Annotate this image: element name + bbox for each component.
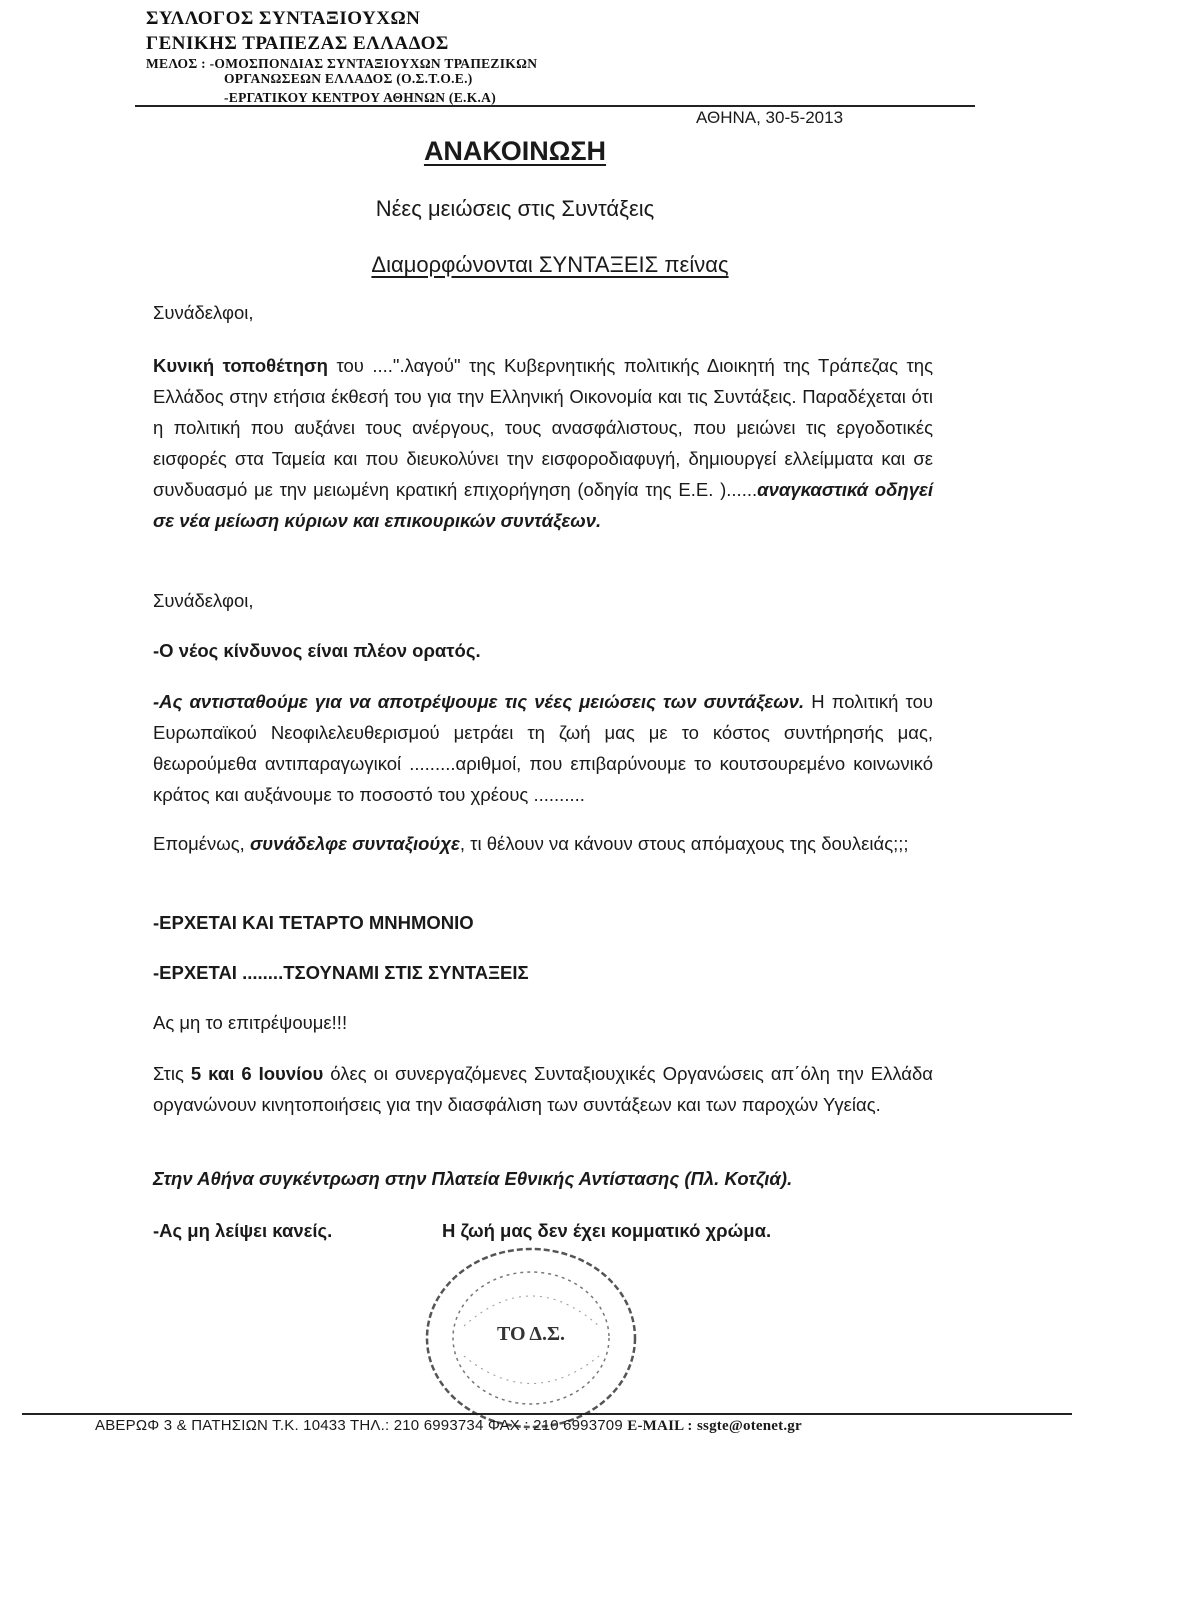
- membership-line2: ΟΡΓΑΝΩΣΕΩΝ ΕΛΛΑΔΟΣ (Ο.Σ.Τ.Ο.Ε.): [224, 71, 473, 86]
- footer-email-label: E-MAIL :: [627, 1418, 693, 1434]
- membership-line1: ΜΕΛΟΣ : -ΟΜΟΣΠΟΝΔΙΑΣ ΣΥΝΤΑΞΙΟΥΧΩΝ ΤΡΑΠΕΖΙΚΩΝ: [146, 56, 538, 71]
- footer-email[interactable]: ssgte@otenet.gr: [697, 1418, 802, 1434]
- paragraph-emphasis: αναγκαστικά οδηγεί σε νέα μείωση κύριων και επικουρικών συντάξεων.: [153, 479, 933, 531]
- closing-right: Η ζωή μας δεν έχει κομματικό χρώμα.: [442, 1220, 772, 1241]
- salutation: Συνάδελφοι,: [153, 590, 254, 611]
- paragraph-question: [153, 828, 933, 859]
- paragraph-text: Επομένως,: [153, 833, 250, 854]
- footer-address: ΑΒΕΡΩΦ 3 & ΠΑΤΗΣΙΩΝ Τ.Κ. 10433 ΤΗΛ.: 210 6993734 ΦΑΧ : 210 6993709: [95, 1417, 623, 1434]
- warning-tsunami: -ΕΡΧΕΤΑΙ ........ΤΣΟΥΝΑΜΙ ΣΤΙΣ ΣΥΝΤΑΞΕΙΣ: [153, 962, 529, 983]
- closing-left: -Ας μη λείψει κανείς.: [153, 1220, 333, 1241]
- paragraph-text: Στις: [153, 1063, 191, 1084]
- paragraph-emphasis: συνάδελφε συνταξιούχε: [249, 833, 460, 854]
- organization-name-line2: ΓΕΝΙΚΗΣ ΤΡΑΠΕΖΑΣ ΕΛΛΑΔΟΣ: [146, 33, 449, 54]
- paragraph-text: Η πολιτική του Ευρωπαϊκού Νεοφιλελευθερισμού μετράει τη ζωή μας με το κόστος συντήρησής μας, θεωρούμεθα αντιπαραγωγικοί .........αριθμοί, που επιβαρύνουμε το κουτσουρεμένο κοινωνικό κράτος και αυξάνουμε το ποσοστό του χρέους ..........: [153, 691, 933, 805]
- letterhead-divider: [135, 105, 975, 107]
- salutation: Συνάδελφοι,: [153, 302, 254, 323]
- document-subtitle: Νέες μειώσεις στις Συντάξεις: [375, 196, 655, 221]
- danger-statement: -Ο νέος κίνδυνος είναι πλέον ορατός.: [153, 640, 481, 661]
- paragraph-text: του ....".λαγού" της Κυβερνητικής πολιτικής Διοικητή της Τράπεζας της Ελλάδος στην ετήσια έκθεσή του για την Ελληνική Οικονομία και τις Συντάξεις. Παραδέχεται ότι η πολιτική που αυξάνει τους ανέργους, τους ανασφάλιστους, που μειώνει τις εργοδοτικές εισφορές στα Ταμεία και που διευκολύνει την εισφοροδιαφυγή, δημιουργεί ελλείμματα και σε συνδυασμό με την μειωμένη κρατική επιχορήγηση (οδηγία της Ε.Ε. )......: [153, 355, 933, 500]
- paragraph-text: όλες οι συνεργαζόμενες Συνταξιουχικές Οργανώσεις απ΄όλη την Ελλάδα οργανώνουν κινητοποιήσεις για την διασφάλιση των συντάξεων και των παροχών Υγείας.: [153, 1063, 933, 1115]
- document-headline: Διαμορφώνονται ΣΥΝΤΑΞΕΙΣ πείνας: [371, 252, 729, 277]
- rally-location: Στην Αθήνα συγκέντρωση στην Πλατεία Εθνικής Αντίστασης (Πλ. Κοτζιά).: [153, 1168, 793, 1189]
- paragraph-text: , τι θέλουν να κάνουν στους απόμαχους της δουλειάς;;;: [459, 833, 909, 854]
- footer-contact: [95, 1417, 802, 1435]
- paragraph-lead: Κυνική τοποθέτηση: [153, 355, 328, 376]
- document-date: ΑΘΗΝΑ, 30-5-2013: [696, 108, 844, 127]
- membership-line3: -ΕΡΓΑΤΙΚΟΥ ΚΕΝΤΡΟΥ ΑΘΗΝΩΝ (Ε.Κ.Α): [224, 90, 497, 105]
- stamp-text: ΤΟ Δ.Σ.: [496, 1323, 566, 1345]
- paragraph-governor-report: [153, 350, 933, 536]
- call-to-action: Ας μη το επιτρέψουμε!!!: [153, 1012, 348, 1033]
- document-title: ΑΝΑΚΟΙΝΩΣΗ: [423, 136, 607, 166]
- warning-memorandum: -ΕΡΧΕΤΑΙ ΚΑΙ ΤΕΤΑΡΤΟ ΜΝΗΜΟΝΙΟ: [153, 912, 474, 933]
- footer-divider: [22, 1413, 1072, 1415]
- paragraph-mobilization: [153, 1058, 933, 1120]
- organization-name-line1: ΣΥΛΛΟΓΟΣ ΣΥΝΤΑΞΙΟΥΧΩΝ: [146, 8, 421, 29]
- paragraph-lead: -Ας αντισταθούμε για να αποτρέψουμε τις νέες μειώσεις των συντάξεων.: [153, 691, 805, 712]
- paragraph-resistance: [153, 686, 933, 810]
- paragraph-dates: 5 και 6 Ιουνίου: [190, 1063, 324, 1084]
- board-stamp: [424, 1246, 639, 1431]
